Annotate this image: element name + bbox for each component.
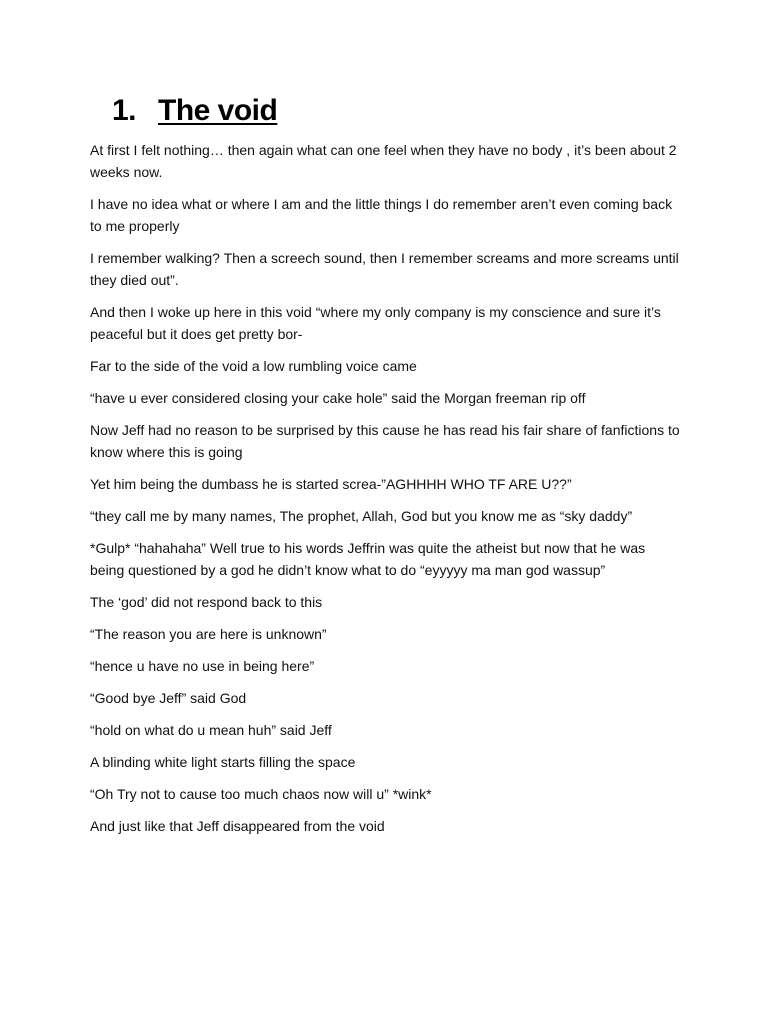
paragraph: “have u ever considered closing your cake hole” said the Morgan freeman rip off [90, 390, 586, 406]
paragraph: I have no idea what or where I am and the little things I do remember aren’t even coming back to me properly [90, 196, 673, 234]
paragraph: I remember walking? Then a screech sound, then I remember screams and more screams until they died out”. [90, 250, 679, 288]
story-body [90, 139, 680, 847]
paragraph: “The reason you are here is unknown” [90, 626, 327, 642]
chapter-heading [112, 94, 277, 128]
paragraph: Far to the side of the void a low rumbling voice came [90, 358, 417, 374]
paragraph: “hence u have no use in being here” [90, 658, 315, 674]
paragraph: And then I woke up here in this void “where my only company is my conscience and sure it’s peaceful but it does get pretty bor- [90, 304, 661, 342]
paragraph: And just like that Jeff disappeared from the void [90, 818, 385, 834]
paragraph: “they call me by many names, The prophet, Allah, God but you know me as “sky daddy” [90, 508, 633, 524]
paragraph: A blinding white light starts filling the space [90, 754, 356, 770]
paragraph: At first I felt nothing… then again what can one feel when they have no body , it’s been about 2 weeks now. [90, 142, 677, 180]
chapter-title: The void [158, 94, 278, 127]
paragraph: “Oh Try not to cause too much chaos now will u” *wink* [90, 786, 432, 802]
paragraph: *Gulp* “hahahaha” Well true to his words Jeffrin was quite the atheist but now that he was being questioned by a god he didn’t know what to do “eyyyyy ma man god wassup” [90, 540, 646, 578]
chapter-number: 1. [112, 94, 137, 127]
paragraph: “hold on what do u mean huh” said Jeff [90, 722, 332, 738]
paragraph: The ‘god’ did not respond back to this [90, 594, 323, 610]
paragraph: Now Jeff had no reason to be surprised by this cause he has read his fair share of fanfictions to know where this is going [90, 422, 680, 460]
paragraph: “Good bye Jeff” said God [90, 690, 247, 706]
paragraph: Yet him being the dumbass he is started screa-”AGHHHH WHO TF ARE U??” [90, 476, 572, 492]
